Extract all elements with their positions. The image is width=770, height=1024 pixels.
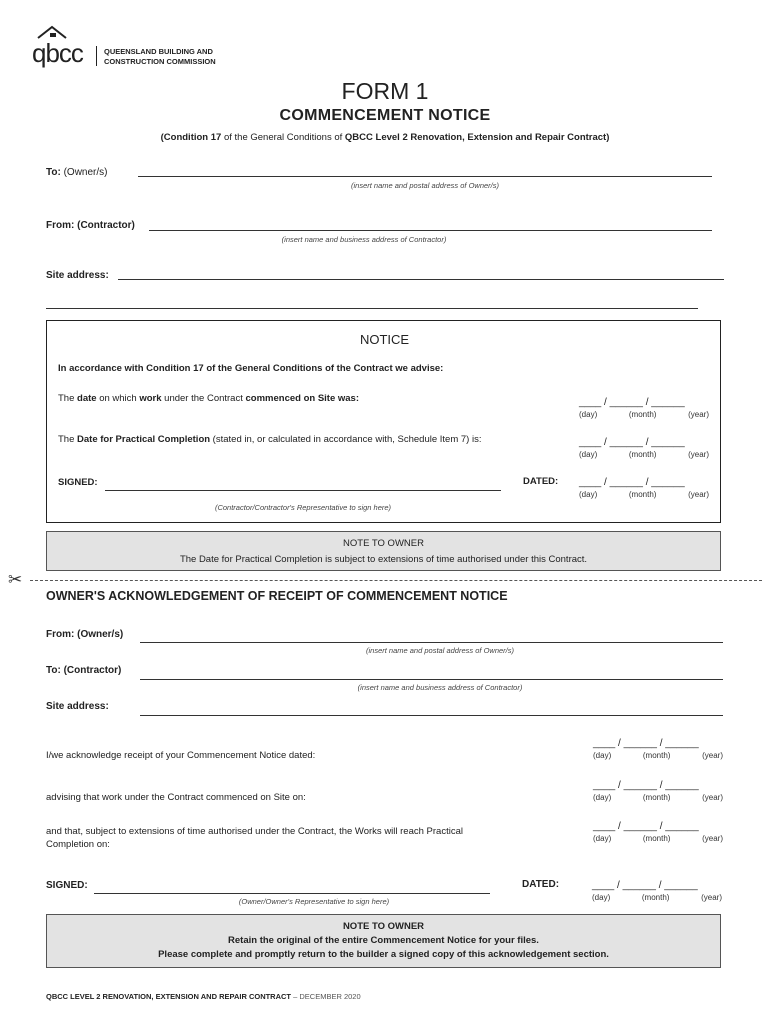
completion-date-text: The Date for Practical Completion (stated in, or calculated in accordance with, Schedule Item 7) is: xyxy=(58,434,482,445)
from-contractor-field[interactable] xyxy=(149,230,712,231)
ack-to-label: To: (Contractor) xyxy=(46,665,122,676)
notice-signed-label: SIGNED: xyxy=(58,477,98,488)
ack-receipt-date-field[interactable]: ____ / ______ / ______ (day) (month) (year) xyxy=(593,738,723,760)
ack-to-hint: (insert name and business address of Contractor) xyxy=(357,683,523,692)
note2-line1: Retain the original of the entire Commencement Notice for your files. xyxy=(228,935,539,946)
site-address-label: Site address: xyxy=(46,270,109,281)
notice-intro: In accordance with Condition 17 of the General Conditions of the Contract we advise: xyxy=(58,363,444,374)
ack-receipt-text: I/we acknowledge receipt of your Commencement Notice dated: xyxy=(46,750,316,761)
ack-from-field[interactable] xyxy=(140,642,723,643)
notice-dated-label: DATED: xyxy=(523,476,559,487)
scissors-icon: ✂ xyxy=(8,570,23,589)
to-owner-label: To: (Owner/s) xyxy=(46,167,108,178)
ack-completion-text-1: and that, subject to extensions of time authorised under the Contract, the Works will reach Practical xyxy=(46,826,463,837)
ack-commenced-date-field[interactable]: ____ / ______ / ______ (day) (month) (year) xyxy=(593,780,723,802)
form-number: FORM 1 xyxy=(341,78,429,104)
form-subtitle: (Condition 17 of the General Conditions of QBCC Level 2 Renovation, Extension and Repair Contract) xyxy=(160,132,610,143)
ack-completion-text-2: Completion on: xyxy=(46,839,110,850)
ack-sign-hint: (Owner/Owner's Representative to sign here) xyxy=(238,897,390,906)
site-address-field-1[interactable] xyxy=(118,279,724,280)
note1-title: NOTE TO OWNER xyxy=(343,538,424,549)
note2-title: NOTE TO OWNER xyxy=(342,921,425,932)
note-to-owner-box-1 xyxy=(46,531,721,571)
note-to-owner-box-2 xyxy=(46,914,721,968)
from-contractor-label: From: (Contractor) xyxy=(46,220,135,231)
notice-heading: NOTICE xyxy=(359,332,410,347)
cut-line xyxy=(30,580,762,581)
commenced-date-field[interactable]: ____ / ______ / ______ (day) (month) (year) xyxy=(579,397,709,419)
completion-date-field[interactable]: ____ / ______ / ______ (day) (month) (year) xyxy=(579,437,709,459)
ack-site-label: Site address: xyxy=(46,701,109,712)
notice-signature-field[interactable] xyxy=(105,490,501,491)
ack-site-field[interactable] xyxy=(140,715,723,716)
ack-from-label: From: (Owner/s) xyxy=(46,629,124,640)
ack-signed-date-field[interactable]: ____ / ______ / ______ (day) (month) (year) xyxy=(592,880,722,902)
ack-commenced-text: advising that work under the Contract commenced on Site on: xyxy=(46,792,306,803)
org-name-line2: CONSTRUCTION COMMISSION xyxy=(104,57,216,66)
ack-dated-label: DATED: xyxy=(522,879,560,890)
from-contractor-hint: (insert name and business address of Contractor) xyxy=(281,235,447,244)
site-address-field-2[interactable] xyxy=(46,308,698,309)
qbcc-logo xyxy=(30,24,100,76)
ack-signature-field[interactable] xyxy=(94,893,490,894)
notice-sign-hint: (Contractor/Contractor's Representative to sign here) xyxy=(214,503,392,512)
page-footer: QBCC LEVEL 2 RENOVATION, EXTENSION AND REPAIR CONTRACT – DECEMBER 2020 xyxy=(46,992,361,1001)
ack-to-field[interactable] xyxy=(140,679,723,680)
ack-heading: OWNER'S ACKNOWLEDGEMENT OF RECEIPT OF COMMENCEMENT NOTICE xyxy=(46,589,508,603)
to-owner-hint: (insert name and postal address of Owner/s) xyxy=(351,181,499,190)
form-title: COMMENCEMENT NOTICE xyxy=(279,107,491,124)
notice-signed-date-field[interactable]: ____ / ______ / ______ (day) (month) (year) xyxy=(579,477,709,499)
ack-from-hint: (insert name and postal address of Owner/s) xyxy=(366,646,514,655)
note1-text: The Date for Practical Completion is subject to extensions of time authorised under this Contract. xyxy=(179,554,588,565)
logo-text: qbcc xyxy=(32,38,83,68)
org-name-line1: QUEENSLAND BUILDING AND xyxy=(104,47,213,56)
ack-completion-date-field[interactable]: ____ / ______ / ______ (day) (month) (year) xyxy=(593,821,723,843)
to-owner-field[interactable] xyxy=(138,176,712,177)
note2-line2: Please complete and promptly return to the builder a signed copy of this acknowledgement section. xyxy=(158,949,609,960)
notice-box xyxy=(46,320,721,523)
commenced-date-text: The date on which work under the Contract commenced on Site was: xyxy=(58,393,360,404)
ack-signed-label: SIGNED: xyxy=(46,880,88,891)
